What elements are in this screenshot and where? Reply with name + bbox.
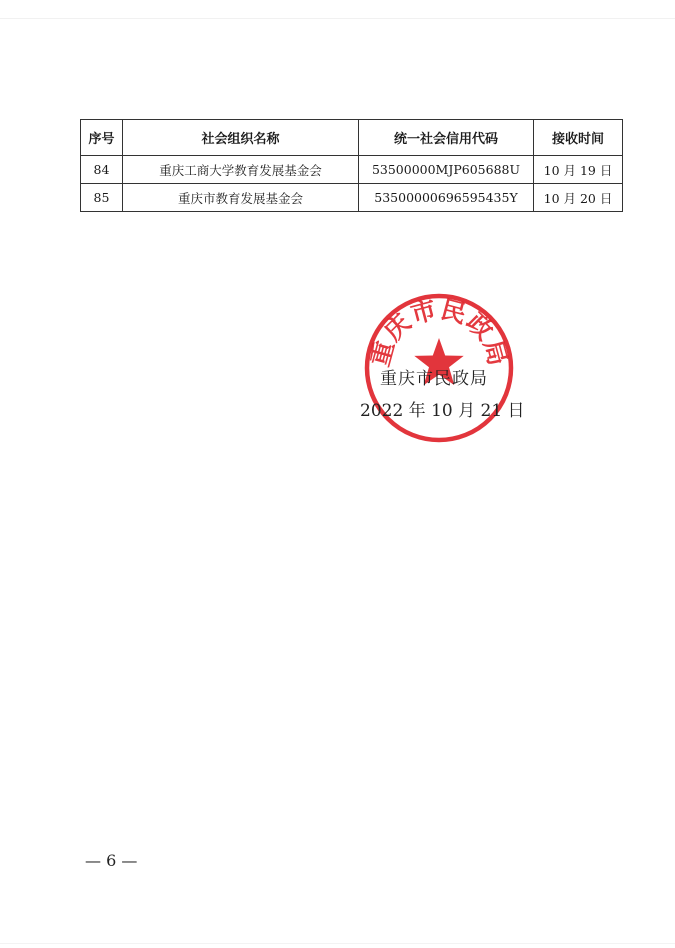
scan-edge-top	[0, 18, 675, 19]
table-row	[81, 156, 623, 184]
page-number: — 6 —	[85, 851, 138, 870]
scan-edge-bottom	[0, 943, 675, 944]
header-organization-name: 社会组织名称	[123, 120, 359, 156]
header-received-time: 接收时间	[534, 120, 623, 156]
svg-text:重庆市民政局: 重庆市民政局	[365, 294, 513, 370]
cell-serial-number: 84	[81, 156, 123, 184]
cell-received-time: 10 月 20 日	[534, 184, 623, 212]
issue-date: 2022 年 10 月 21 日	[360, 401, 525, 421]
cell-organization-name: 重庆工商大学教育发展基金会	[123, 156, 359, 184]
table-header-row	[81, 120, 623, 156]
header-serial-number: 序号	[81, 120, 123, 156]
cell-received-time: 10 月 19 日	[534, 156, 623, 184]
cell-organization-name: 重庆市教育发展基金会	[123, 184, 359, 212]
issuer-name: 重庆市民政局	[380, 369, 488, 389]
cell-credit-code: 53500000MJP605688U	[359, 156, 534, 184]
cell-credit-code: 53500000696595435Y	[359, 184, 534, 212]
table-row	[81, 184, 623, 212]
cell-serial-number: 85	[81, 184, 123, 212]
header-credit-code: 统一社会信用代码	[359, 120, 534, 156]
organization-table	[80, 119, 623, 212]
